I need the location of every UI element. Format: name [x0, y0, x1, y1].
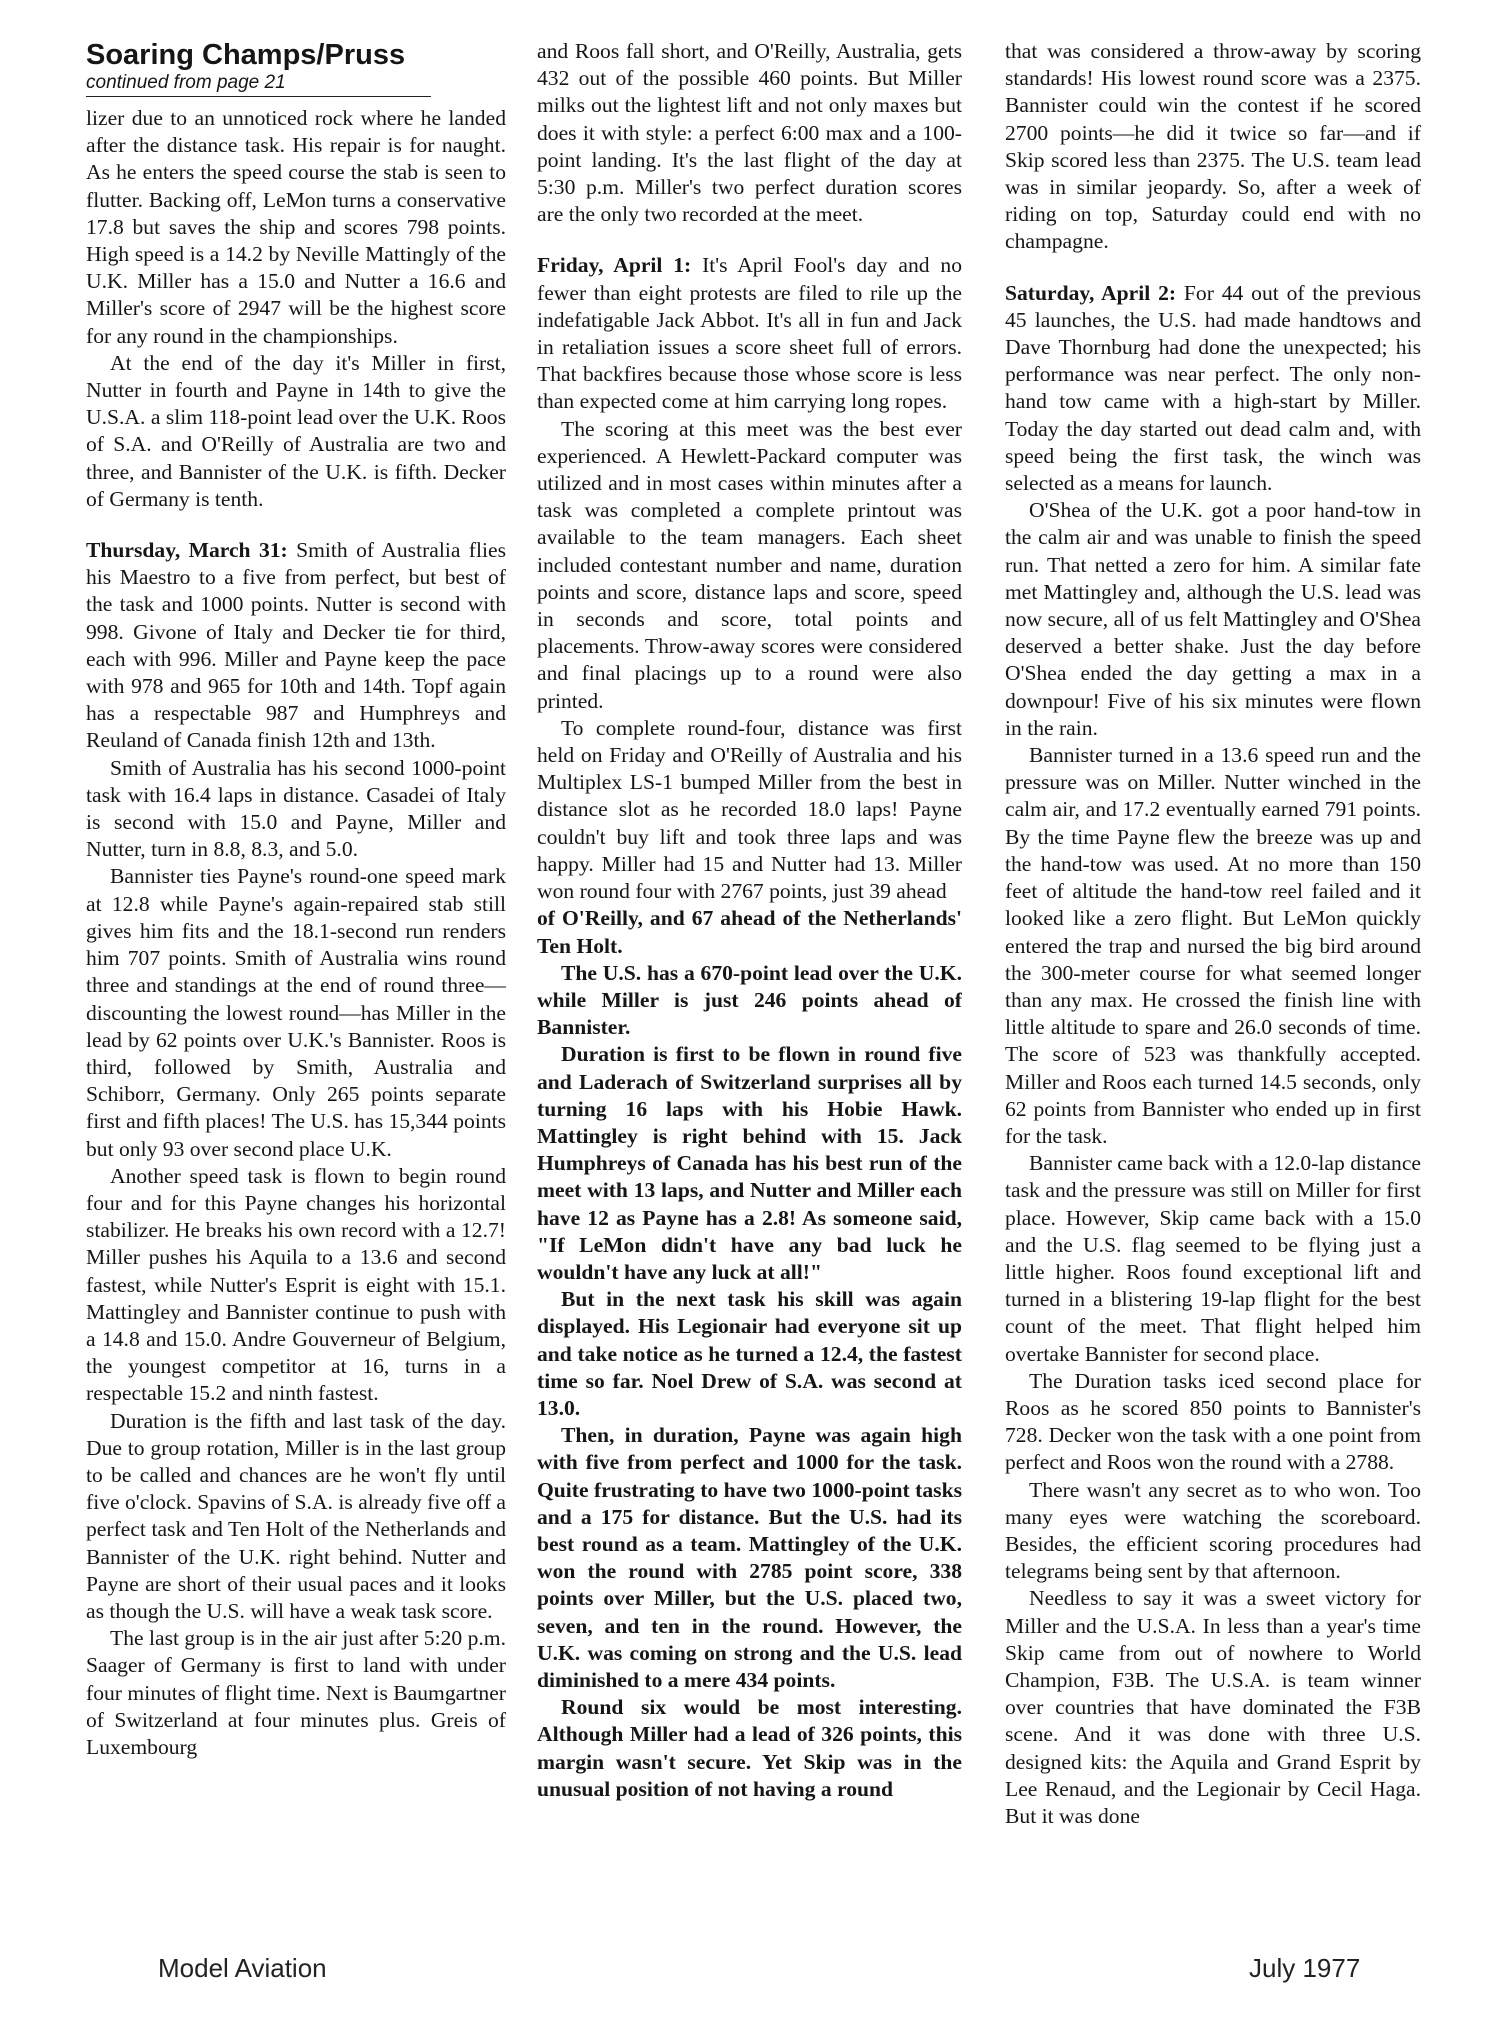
paragraph-text: It's April Fool's day and no fewer than eight protests are filed to rile up the indefatigable Jack Abbot. It's all in fun and Jack in retaliation issues a score sheet full of errors. That backfires because those whose score is less than expected come at him carrying long ropes.	[537, 253, 962, 414]
column-1	[86, 38, 506, 1893]
column-2	[537, 38, 962, 1893]
paragraph: O'Shea of the U.K. got a poor hand-tow in the calm air and was unable to finish the speed run. That netted a zero for him. A similar fate met Mattingley and, although the U.S. lead was now secure, all of us felt Mattingley and O'Shea deserved a better shake. Just the day before O'Shea ended the day getting a max in a downpour! Five of his six minutes were flown in the rain.	[1005, 498, 1421, 740]
paragraph: that was considered a throw-away by scoring standards! His lowest round score was a 2375. Bannister could win the contest if he scored 2700 points—he did it twice so far—and if Skip scored less than 2375. The U.S. team lead was in similar jeopardy. So, after a week of riding on top, Saturday could end with no champagne.	[1005, 39, 1421, 254]
paragraph: Bannister came back with a 12.0-lap distance task and the pressure was still on Miller for first place. However, Skip came back with a 15.0 and the U.S. flag seemed to be flying just a little higher. Roos found exceptional lift and turned in a blistering 19-lap flight for the best count of the meet. That flight helped him overtake Bannister for second place.	[1005, 1151, 1421, 1366]
paragraph	[86, 537, 506, 755]
paragraph: The U.S. has a 670-point lead over the U.K. while Miller is just 246 points ahead of Bannister.	[537, 960, 962, 1040]
paragraph: Bannister turned in a 13.6 speed run and the pressure was on Miller. Nutter winched in the calm air, and 17.2 eventually earned 791 points. By the time Payne flew the breeze was up and the hand-tow was used. At no more than 150 feet of altitude the hand-tow reel failed and it looked like a zero flight. But LeMon quickly entered the trap and nursed the big bird around the 300-meter course for what seemed longer than any max. He crossed the finish line with little altitude to spare and 26.0 seconds of time. The score of 523 was thankfully accepted. Miller and Roos each turned 14.5 seconds, only 62 points from Bannister who ended up in first for the task.	[1005, 743, 1421, 1148]
paragraph: Duration is first to be flown in round five and Laderach of Switzerland surprises all by turning 16 laps with his Hobie Hawk. Mattingley is right behind with 15. Jack Humphreys of Canada has his best run of the meet with 13 laps, and Nutter and Miller each have 12 as Payne has a 2.8! As someone said, "If LeMon didn't have any bad luck he wouldn't have any luck at all!"	[537, 1042, 962, 1284]
day-heading: Friday, April 1:	[537, 253, 692, 278]
paragraph: Smith of Australia has his second 1000-point task with 16.4 laps in distance. Casadei of Italy is second with 15.0 and Payne, Miller and Nutter, turn in 8.8, 8.3, and 5.0.	[86, 755, 506, 862]
paragraph: But in the next task his skill was again displayed. His Legionair had everyone sit up and take notice as he turned a 12.4, the fastest time so far. Noel Drew of S.A. was second at 13.0.	[537, 1287, 962, 1420]
paragraph: There wasn't any secret as to who won. Too many eyes were watching the scoreboard. Besides, the efficient scoring procedures had telegrams being sent by that afternoon.	[1005, 1477, 1421, 1584]
column-3	[1005, 38, 1421, 1893]
paragraph: Bannister ties Payne's round-one speed mark at 12.8 while Payne's again-repaired stab still gives him fits and the 18.1-second run renders him 707 points. Smith of Australia wins round three and standings at the end of round three—discounting the lowest round—has Miller in the lead by 62 points over U.K.'s Bannister. Roos is third, followed by Smith, Australia and Schiborr, Germany. Only 265 points separate first and fifth places! The U.S. has 15,344 points but only 93 over second place U.K.	[86, 864, 506, 1161]
paragraph: of O'Reilly, and 67 ahead of the Netherlands' Ten Holt.	[537, 906, 962, 958]
paragraph: Round six would be most interesting. Although Miller had a lead of 326 points, this margin wasn't secure. Yet Skip was in the unusual position of not having a round	[537, 1695, 962, 1801]
paragraph: To complete round-four, distance was first held on Friday and O'Reilly of Australia and his Multiplex LS-1 bumped Miller from the best in distance slot as he recorded 18.0 laps! Payne couldn't buy lift and took three laps and was happy. Miller had 15 and Nutter had 13. Miller won round four with 2767 points, just 39 ahead	[537, 715, 962, 904]
article-title: Soaring Champs/Pruss	[86, 39, 406, 71]
paragraph: The scoring at this meet was the best ever experienced. A Hewlett-Packard computer was utilized and in most cases within minutes after a task was completed a complete printout was available to the team managers. Each sheet included contestant number and name, duration points and score, distance laps and score, speed in seconds and score, total points and placements. Throw-away scores were considered and final placings up to a round were also printed.	[537, 416, 962, 713]
paragraph-text: Smith of Australia flies his Maestro to a five from perfect, but best of the task and 1000 points. Nutter is second with 998. Givone of Italy and Decker tie for third, each with 996. Miller and Payne keep the pace with 978 and 965 for 10th and 14th. Topf again has a respectable 987 and Humphreys and Reuland of Canada finish 12th and 13th.	[86, 538, 506, 753]
day-heading: Saturday, April 2:	[1005, 280, 1177, 305]
day-heading: Thursday, March 31:	[86, 538, 288, 563]
paragraph-text: For 44 out of the previous 45 launches, the U.S. had made handtows and Dave Thornburg had done the unexpected; his performance was near perfect. The only non-hand tow came with a high-start by Miller. Today the day started out dead calm and, with speed being the first task, the winch was selected as a means for launch.	[1005, 280, 1421, 496]
paragraph	[537, 252, 962, 415]
footer-date: July 1977	[1249, 1953, 1361, 1983]
paragraph: Then, in duration, Payne was again high with five from perfect and 1000 for the task. Quite frustrating to have two 1000-point tasks and a 175 for distance. But the U.S. had its best round as a team. Mattingley of the U.K. won the round with 2785 point score, 338 points over Miller, but the U.S. placed two, seven, and ten in the round. However, the U.K. was coming on strong and the U.S. lead diminished to a mere 434 points.	[537, 1423, 962, 1692]
footer-publication: Model Aviation	[158, 1953, 327, 1983]
paragraph: Another speed task is flown to begin round four and for this Payne changes his horizontal stabilizer. He breaks his own record with a 12.7! Miller pushes his Aquila to a 13.6 and second fastest, while Nutter's Esprit is eight with 15.1. Mattingley and Bannister continue to push with a 14.8 and 15.0. Andre Gouverneur of Belgium, the youngest competitor at 16, turns in a respectable 15.2 and ninth fastest.	[86, 1163, 506, 1406]
paragraph: The last group is in the air just after 5:20 p.m. Saager of Germany is first to land with under four minutes of flight time. Next is Baumgartner of Switzerland at four minutes plus. Greis of Luxembourg	[86, 1626, 506, 1759]
article-header	[86, 38, 431, 97]
continued-note: continued from page 21	[86, 72, 286, 93]
paragraph: lizer due to an unnoticed rock where he landed after the distance task. His repair is for naught. As he enters the speed course the stab is seen to flutter. Backing off, LeMon turns a conservative 17.8 but saves the ship and scores 798 points. High speed is a 14.2 by Neville Mattingly of the U.K. Miller has a 15.0 and Nutter a 16.6 and Miller's score of 2947 will be the highest score for any round in the championships.	[86, 106, 506, 348]
paragraph: and Roos fall short, and O'Reilly, Australia, gets 432 out of the possible 460 points. But Miller milks out the lightest lift and not only maxes but does it with style: a perfect 6:00 max and a 100-point landing. It's the last flight of the day at 5:30 p.m. Miller's two perfect duration scores are the only two recorded at the meet.	[537, 39, 962, 227]
paragraph: The Duration tasks iced second place for Roos as he scored 850 points to Bannister's 728. Decker won the task with a one point from perfect and Roos won the round with a 2788.	[1005, 1368, 1421, 1475]
paragraph: At the end of the day it's Miller in first, Nutter in fourth and Payne in 14th to give the U.S.A. a slim 118-point lead over the U.K. Roos of S.A. and O'Reilly of Australia are two and three, and Bannister of the U.K. is fifth. Decker of Germany is tenth.	[86, 350, 506, 511]
paragraph: Needless to say it was a sweet victory for Miller and the U.S.A. In less than a year's time Skip came from out of nowhere to World Champion, F3B. The U.S.A. is team winner over countries that have dominated the F3B scene. And it was done with three U.S. designed kits: the Aquila and Grand Esprit by Lee Renaud, and the Legionair by Cecil Haga. But it was done	[1005, 1586, 1421, 1828]
paragraph	[1005, 280, 1421, 498]
paragraph: Duration is the fifth and last task of the day. Due to group rotation, Miller is in the last group to be called and chances are he won't fly until five o'clock. Spavins of S.A. is already five off a perfect task and Ten Holt of the Netherlands and Bannister of the U.K. right behind. Nutter and Payne are short of their usual paces and it looks as though the U.S. will have a weak task score.	[86, 1408, 506, 1623]
